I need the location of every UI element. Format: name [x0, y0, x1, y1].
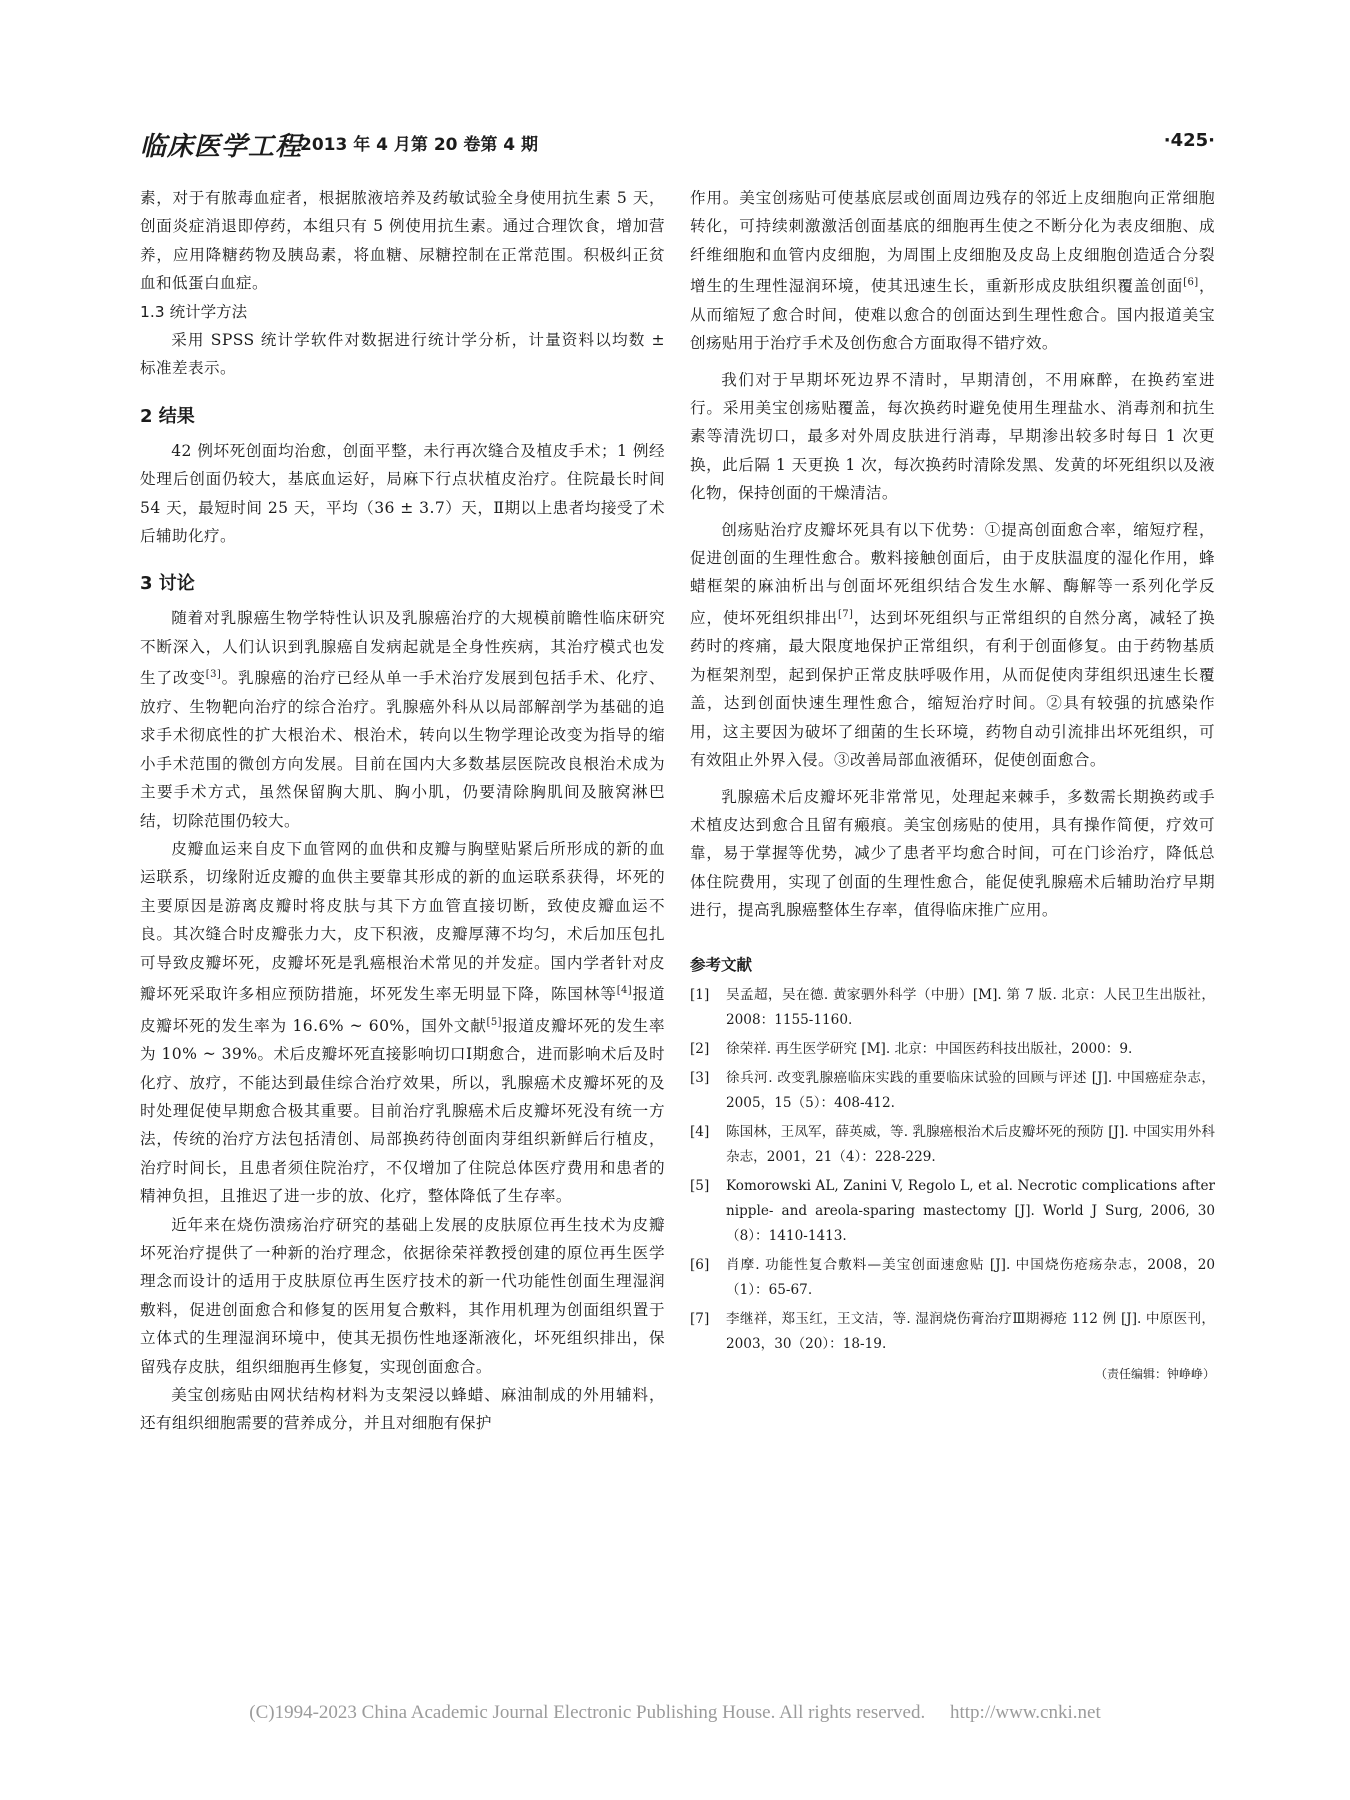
section-1-3-text: 采用 SPSS 统计学软件对数据进行统计学分析，计量资料以均数 ± 标准差表示。 — [140, 331, 665, 378]
reference-number: [6] — [690, 1256, 710, 1273]
right-column — [690, 184, 1215, 1382]
citation: [7] — [837, 608, 854, 620]
reference-item — [690, 1174, 1215, 1249]
text-run: 报道皮瓣坏死的发生率为 10% ~ 39%。术后皮瓣坏死直接影响切口Ⅰ期愈合，进而影响术后及时化疗、放疗，不能达到最佳综合治疗效果，所以，乳腺癌术皮瓣坏死的及时处理促使早期愈合极其重要。目前治疗乳腺癌术后皮瓣坏死没有统一方法，传统的治疗方法包括清创、局部换药待创面肉芽组织新鲜后行植皮，治疗时间长，且患者须住院治疗，不仅增加了住院总体医疗费用和患者的精神负担，且推迟了进一步的放、化疗，整体降低了生存率。 — [140, 1016, 665, 1206]
references-list — [690, 983, 1215, 1357]
journal-name: 临床医学工程 — [140, 132, 303, 162]
reference-text: 李继祥，郑玉红，王文洁，等. 湿润烧伤膏治疗Ⅲ期褥疮 112 例 [J]. 中原医刊，2003，30（20）：18-19. — [726, 1310, 1215, 1352]
section-2-title: 2 结果 — [140, 405, 195, 427]
discussion-paragraph-1 — [140, 604, 665, 834]
reference-text: 吴孟超，吴在德. 黄家驷外科学（中册）[M]. 第 7 版. 北京：人民卫生出版社，2008：1155-1160. — [726, 986, 1215, 1028]
reference-text: Komorowski AL, Zanini V, Regolo L, et al. Necrotic complications after nipple- and areola-sparing mastectomy [J]. World J Surg, 2006, 30（8）：1410-1413. — [726, 1177, 1215, 1244]
discussion-paragraph-3: 近年来在烧伤溃疡治疗研究的基础上发展的皮肤原位再生技术为皮瓣坏死治疗提供了一种新的治疗理念，依据徐荣祥教授创建的原位再生医学理念而设计的适用于皮肤原位再生医疗技术的新一代功能性创面生理湿润敷料，促进创面愈合和修复的医用复合敷料，其作用机理为创面组织置于立体式的生理湿润环境中，使其无损伤性地逐渐液化，坏死组织排出，保留残存皮肤，组织细胞再生修复，实现创面愈合。 — [140, 1215, 665, 1376]
discussion-paragraph-2 — [140, 835, 665, 1211]
right-paragraph-1 — [690, 184, 1215, 358]
reference-number: [3] — [690, 1069, 710, 1086]
responsible-editor: （责任编辑：钟峥峥） — [1094, 1366, 1215, 1381]
discussion-paragraph-4: 美宝创疡贴由网状结构材料为支架浸以蜂蜡、麻油制成的外用辅料，还有组织细胞需要的营养成分，并且对细胞有保护 — [140, 1386, 665, 1433]
reference-item — [690, 1066, 1215, 1116]
reference-item — [690, 983, 1215, 1033]
reference-item — [690, 1120, 1215, 1170]
text-run: ，从而缩短了愈合时间，使难以愈合的创面达到生理性愈合。国内报道美宝创疡贴用于治疗手术及创伤愈合方面取得不错疗效。 — [690, 277, 1215, 353]
right-paragraph-2: 我们对于早期坏死边界不清时，早期清创，不用麻醉，在换药室进行。采用美宝创疡贴覆盖，每次换药时避免使用生理盐水、消毒剂和抗生素等清洗切口，最多对外周皮肤进行消毒，早期渗出较多时每日 1 次更换，此后隔 1 天更换 1 次，每次换药时清除发黑、发黄的坏死组织以及液化物，保持创面的干燥清洁。 — [690, 370, 1215, 503]
reference-number: [2] — [690, 1040, 710, 1057]
reference-number: [4] — [690, 1123, 710, 1140]
reference-item — [690, 1307, 1215, 1357]
left-column — [140, 184, 665, 1438]
references-title: 参考文献 — [690, 955, 753, 974]
page-number: ·425· — [1163, 130, 1215, 151]
right-paragraph-3 — [690, 516, 1215, 775]
journal-issue: 2013 年 4 月第 20 卷第 4 期 — [300, 135, 539, 155]
right-paragraph-4: 乳腺癌术后皮瓣坏死非常常见，处理起来棘手，多数需长期换药或手术植皮达到愈合且留有瘢痕。美宝创疡贴的使用，具有操作简便，疗效可靠，易于掌握等优势，减少了患者平均愈合时间，可在门诊治疗，降低总体住院费用，实现了创面的生理性愈合，能促使乳腺癌术后辅助治疗早期进行，提高乳腺癌整体生存率，值得临床推广应用。 — [690, 787, 1215, 920]
reference-text: 徐兵河. 改变乳腺癌临床实践的重要临床试验的回顾与评述 [J]. 中国癌症杂志，2005，15（5）：408-412. — [726, 1069, 1215, 1111]
text-run: ，达到坏死组织与正常组织的自然分离，减轻了换药时的疼痛，最大限度地保护正常组织，有利于创面修复。由于药物基质为框架剂型，起到保护正常皮肤呼吸作用，从而促使肉芽组织迅速生长覆盖，达到创面快速生理性愈合，缩短治疗时间。②具有较强的抗感染作用，这主要因为破坏了细菌的生长环境，药物自动引流排出坏死组织，可有效阻止外界入侵。③改善局部血液循环，促使创面愈合。 — [690, 609, 1215, 770]
page-header — [140, 126, 1215, 160]
reference-text: 徐荣祥. 再生医学研究 [M]. 北京：中国医药科技出版社，2000：9. — [726, 1040, 1133, 1057]
reference-item — [690, 1253, 1215, 1303]
citation: [5] — [486, 1016, 502, 1028]
copyright-text: (C)1994-2023 China Academic Journal Electronic Publishing House. All rights reserved. — [249, 1702, 926, 1723]
citation: [6] — [1183, 277, 1199, 289]
text-run: 皮瓣血运来自皮下血管网的血供和皮瓣与胸壁贴紧后所形成的新的血运联系，切缘附近皮瓣的血供主要靠其形成的新的血运联系获得，坏死的主要原因是游离皮瓣时将皮肤与其下方血管直接切断，致使皮瓣血运不良。其次缝合时皮瓣张力大，皮下积液，皮瓣厚薄不均匀，术后加压包扎可导致皮瓣坏死，皮瓣坏死是乳癌根治术常见的并发症。国内学者针对皮瓣坏死采取许多相应预防措施，坏死发生率无明显下降，陈国林等 — [140, 839, 665, 1004]
paragraph-continued: 素，对于有脓毒血症者，根据脓液培养及药敏试验全身使用抗生素 5 天，创面炎症消退即停药，本组只有 5 例使用抗生素。通过合理饮食，增加营养，应用降糖药物及胰岛素，将血糖、尿糖控制在正常范围。积极纠正贫血和低蛋白血症。 — [140, 189, 665, 293]
citation: [4] — [616, 984, 633, 996]
text-run: 作用。美宝创疡贴可使基底层或创面周边残存的邻近上皮细胞向正常细胞转化，可持续刺激激活创面基底的细胞再生使之不断分化为表皮细胞、成纤维细胞和血管内皮细胞，为周围上皮细胞及皮岛上皮细胞创造适合分裂增生的生理性湿润环境，使其迅速生长，重新形成皮肤组织覆盖创面 — [690, 189, 1215, 296]
reference-number: [7] — [690, 1310, 710, 1327]
reference-item — [690, 1037, 1215, 1062]
reference-text: 陈国林，王凤军，薛英威，等. 乳腺癌根治术后皮瓣坏死的预防 [J]. 中国实用外科杂志，2001，21（4）：228-229. — [726, 1123, 1215, 1165]
section-1-3-title: 1.3 统计学方法 — [140, 302, 248, 321]
reference-number: [5] — [690, 1177, 710, 1194]
reference-number: [1] — [690, 986, 710, 1003]
text-run: 。乳腺癌的治疗已经从单一手术治疗发展到包括手术、化疗、放疗、生物靶向治疗的综合治疗。乳腺癌外科从以局部解剖学为基础的追求手术彻底性的扩大根治术、根治术，转向以生物学理论改变为指导的缩小手术范围的微创方向发展。目前在国内大多数基层医院改良根治术成为主要手术方式，虽然保留胸大肌、胸小肌，仍要清除胸肌间及腋窝淋巴结，切除范围仍较大。 — [140, 669, 665, 830]
text-run: 随着对乳腺癌生物学特性认识及乳腺癌治疗的大规模前瞻性临床研究不断深入，人们认识到乳腺癌自发病起就是全身性疾病，其治疗模式也发生了改变 — [140, 609, 665, 688]
text-run: 创疡贴治疗皮瓣坏死具有以下优势：①提高创面愈合率，缩短疗程，促进创面的生理性愈合。敷料接触创面后，由于皮肤温度的湿化作用，蜂蜡框架的麻油析出与创面坏死组织结合发生水解、酶解等一系列化学反应，使坏死组织排出 — [690, 520, 1215, 628]
copyright-footer — [0, 1702, 1350, 1724]
citation: [3] — [205, 669, 222, 681]
cnki-link[interactable]: http://www.cnki.net — [949, 1702, 1101, 1723]
text-run: 报道皮瓣坏死的发生率为 16.6% ~ 60%，国外文献 — [140, 985, 665, 1035]
section-3-title: 3 讨论 — [140, 573, 195, 595]
reference-text: 肖摩. 功能性复合敷料—美宝创面速愈贴 [J]. 中国烧伤疮疡杂志，2008，20（1）：65-67. — [726, 1256, 1215, 1298]
section-2-text: 42 例坏死创面均治愈，创面平整，未行再次缝合及植皮手术；1 例经处理后创面仍较大，基底血运好，局麻下行点状植皮治疗。住院最长时间 54 天，最短时间 25 天，平均（36 ± 3.7）天，Ⅱ期以上患者均接受了术后辅助化疗。 — [140, 441, 665, 546]
